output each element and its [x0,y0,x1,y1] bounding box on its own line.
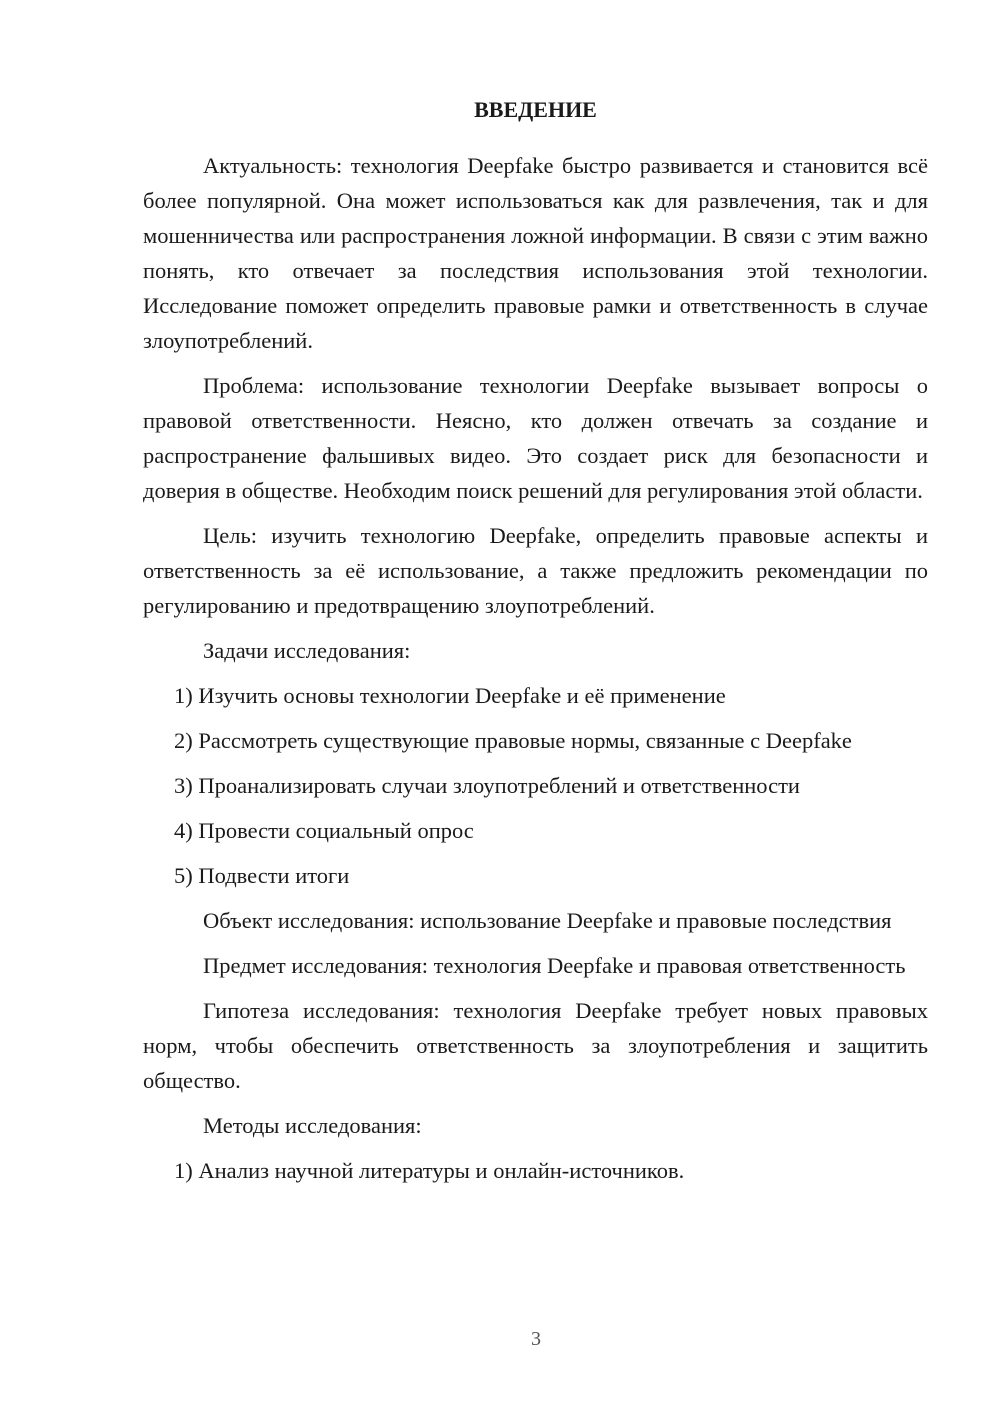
object-paragraph: Объект исследования: использование Deepfake и правовые последствия [203,908,892,933]
page-number: 3 [531,1328,541,1350]
page-content [143,92,928,1198]
relevance-paragraph: Актуальность: технология Deepfake быстро развивается и становится всё более популярной. Она может использоваться как для развлечения, так и для мошенничества или распространения ложной информации. В связи с этим важно понять, кто отвечает за последствия использования этой технологии. Исследование поможет определить правовые рамки и ответственность в случае злоупотреблений. [143,153,928,353]
subject-paragraph: Предмет исследования: технология Deepfake и правовая ответственность [203,953,906,978]
methods-heading: Методы исследования: [203,1113,422,1138]
task-item-2: 2) Рассмотреть существующие правовые нормы, связанные с Deepfake [174,728,852,753]
hypothesis-paragraph: Гипотеза исследования: технология Deepfake требует новых правовых норм, чтобы обеспечить ответственность за злоупотребления и защитить общество. [143,998,928,1093]
task-item-3: 3) Проанализировать случаи злоупотреблений и ответственности [174,773,800,798]
task-item-1: 1) Изучить основы технологии Deepfake и её применение [174,683,726,708]
tasks-heading: Задачи исследования: [203,638,411,663]
problem-paragraph: Проблема: использование технологии Deepfake вызывает вопросы о правовой ответственности. Неясно, кто должен отвечать за создание и распространение фальшивых видео. Это создает риск для безопасности и доверия в обществе. Необходим поиск решений для регулирования этой области. [143,373,928,503]
method-item-1: 1) Анализ научной литературы и онлайн-источников. [174,1158,685,1183]
goal-paragraph: Цель: изучить технологию Deepfake, определить правовые аспекты и ответственность за её использование, а также предложить рекомендации по регулированию и предотвращению злоупотреблений. [143,523,928,618]
task-item-5: 5) Подвести итоги [174,863,350,888]
task-item-4: 4) Провести социальный опрос [174,818,474,843]
page-title: ВВЕДЕНИЕ [474,97,597,122]
